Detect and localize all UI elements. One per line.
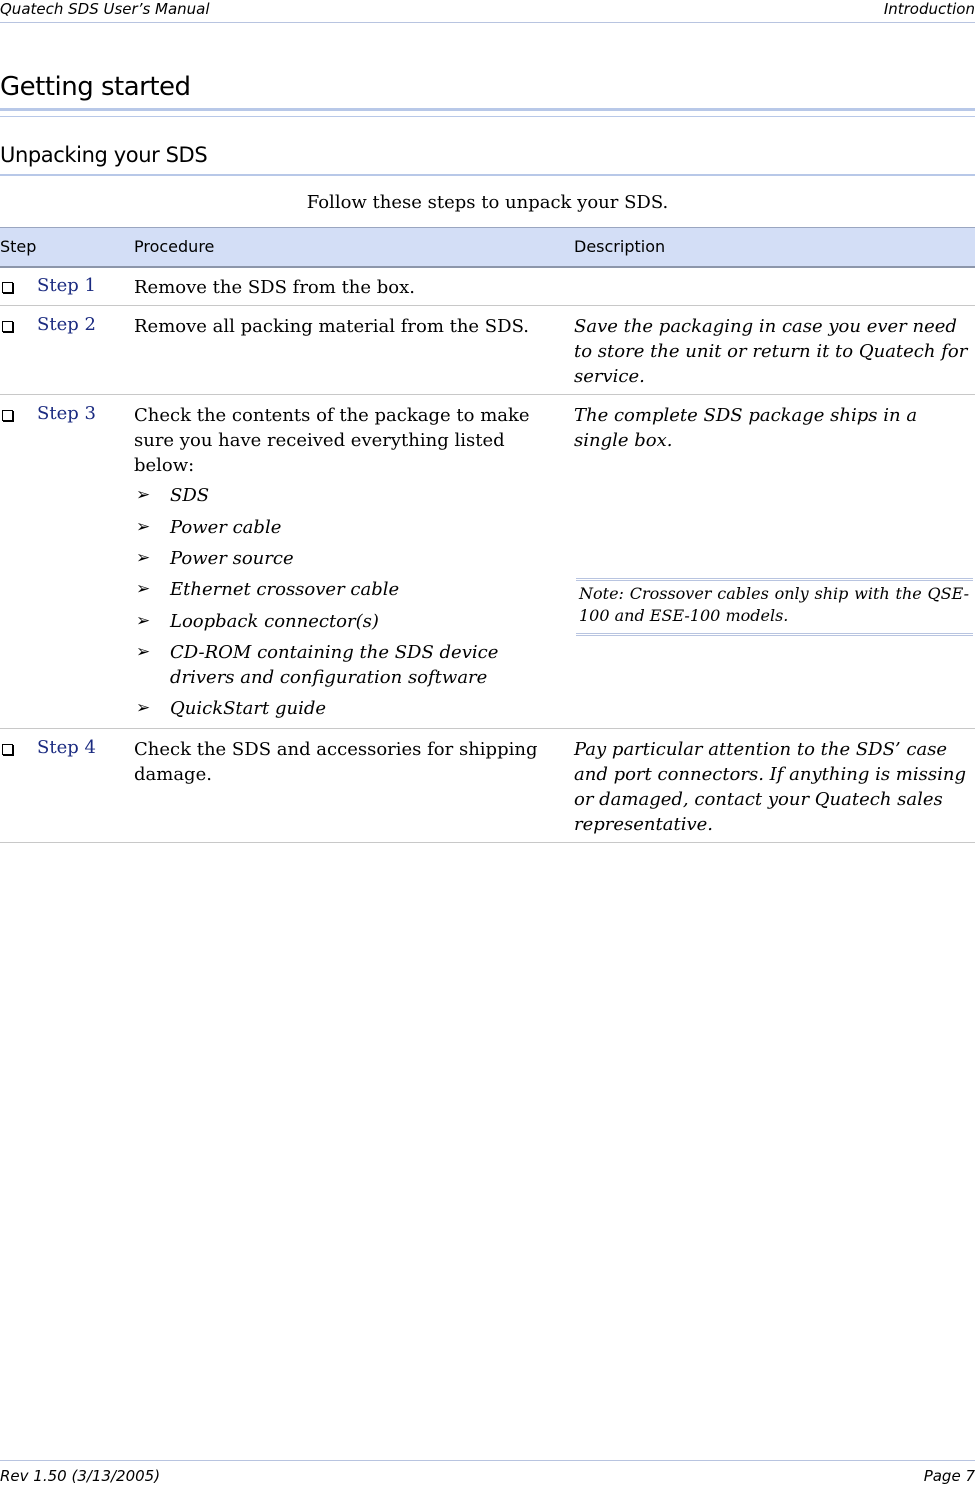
procedure-text: Remove the SDS from the box. bbox=[134, 277, 415, 298]
subheading-rule bbox=[0, 174, 975, 176]
step-label: Step 1 bbox=[37, 275, 96, 296]
checkbox-icon bbox=[2, 282, 13, 293]
revision-label: Rev 1.50 (3/13/2005) bbox=[0, 1467, 161, 1485]
arrow-bullet-icon: ➢ bbox=[136, 698, 151, 718]
page-number: Page 7 bbox=[923, 1467, 975, 1485]
heading-rule bbox=[0, 108, 975, 111]
step-label: Step 2 bbox=[37, 314, 96, 335]
description-text: Pay particular attention to the SDS’ case and port connectors. If anything is missing or damaged, contact your Quatech sales representative. bbox=[574, 739, 966, 835]
column-header-description: Description bbox=[574, 237, 666, 256]
heading-rule-thin bbox=[0, 116, 975, 117]
table-row bbox=[0, 267, 975, 306]
header-title: Quatech SDS User’s Manual bbox=[0, 0, 210, 18]
procedure-text: Check the SDS and accessories for shipping damage. bbox=[134, 739, 538, 785]
checkbox-icon bbox=[2, 410, 13, 421]
procedure-text: Remove all packing material from the SDS. bbox=[134, 316, 529, 337]
arrow-bullet-icon: ➢ bbox=[136, 485, 151, 505]
checkbox-icon bbox=[2, 321, 13, 332]
arrow-bullet-icon: ➢ bbox=[136, 579, 151, 599]
heading-getting-started: Getting started bbox=[0, 72, 191, 102]
arrow-bullet-icon: ➢ bbox=[136, 548, 151, 568]
arrow-bullet-icon: ➢ bbox=[136, 517, 151, 537]
arrow-bullet-icon: ➢ bbox=[136, 642, 151, 662]
page-header bbox=[0, 0, 975, 23]
note-text: Note: Crossover cables only ship with the QSE-100 and ESE-100 models. bbox=[579, 584, 969, 625]
table-row: Step 3 Check the contents of the package to make sure you have received everything listed below: The complete SDS package ships in a single box. ➢ SDS ➢ Power cable ➢ Power source ➢ Ethernet crossover cable ➢ Loopback connector(s) ➢ CD-ROM containing the SDS device drivers and configuration software ➢ QuickStart guide bbox=[0, 395, 975, 729]
crossover-note bbox=[576, 578, 973, 636]
procedure-text: Check the contents of the package to make sure you have received everything listed below: bbox=[134, 405, 530, 476]
intro-text: Follow these steps to unpack your SDS. bbox=[306, 192, 669, 213]
checkbox-icon bbox=[2, 744, 13, 755]
description-text: The complete SDS package ships in a single box. bbox=[574, 405, 918, 451]
column-header-step: Step bbox=[0, 237, 37, 256]
page-footer bbox=[0, 1460, 975, 1485]
arrow-bullet-icon: ➢ bbox=[136, 611, 151, 631]
step-label: Step 4 bbox=[37, 737, 96, 758]
table-header bbox=[0, 227, 975, 268]
header-section: Introduction bbox=[883, 0, 975, 18]
description-text: Save the packaging in case you ever need to store the unit or return it to Quatech for service. bbox=[574, 316, 968, 387]
heading-unpacking: Unpacking your SDS bbox=[0, 143, 208, 167]
step-label: Step 3 bbox=[37, 403, 96, 424]
table-row bbox=[0, 306, 975, 395]
column-header-procedure: Procedure bbox=[134, 237, 215, 256]
table-row bbox=[0, 729, 975, 843]
